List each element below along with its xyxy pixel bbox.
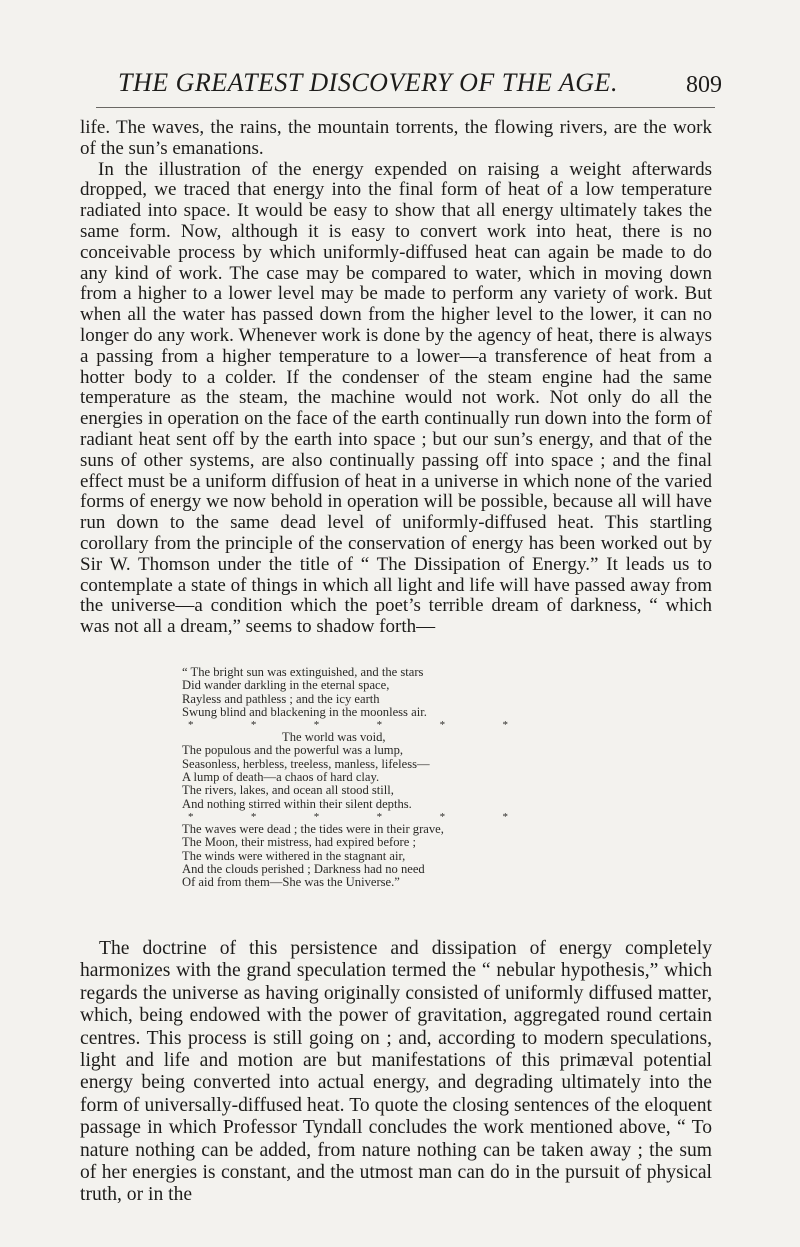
page-number: 809 [686,72,722,98]
asterisk: * [188,719,194,732]
body-text [80,118,712,638]
asterisk: * [313,810,320,823]
asterisk: * [188,810,194,823]
asterisk: * [502,719,508,732]
asterisk: * [439,810,446,823]
poem-line: And nothing stirred within their silent depths. [182,796,412,811]
poem-line: The rivers, lakes, and ocean all stood still, [182,783,394,798]
asterisk: * [502,810,508,823]
poem-line: The Moon, their mistress, had expired before ; [182,835,416,850]
page-header [118,68,722,102]
asterisk: * [376,810,383,823]
closing-text [80,938,712,1207]
paragraph-dissipation: In the illustration of the energy expended on raising a weight afterwards dropped, we traced that energy into the final form of heat of a low temperature radiated into space. It would be easy to show that all energy ultimately takes the same form. Now, although it is easy to convert work into heat, there is no conceivable process by which uniformly-diffused heat can again be made to do any kind of work. The case may be compared to water, which in moving down from a higher to a lower level may be made to perform any variety of work. But when all the water has passed down from the higher level to the lower, it can no longer do any work. Whenever work is done by the agency of heat, there is always a passing from a higher temperature to a lower—a transference of heat from a hotter body to a colder. If the condenser of the steam engine had the same temperature as the steam, the machine would not work. Not only do all the energies in operation on the face of the earth continually run down into the form of radiant heat sent off by the earth into space ; but our sun’s energy, and that of the suns of other systems, are also continually passing off into space ; and the final effect must be a uniform diffusion of heat in a universe in which none of the varied forms of energy we now behold in operation will be possible, because all will have run down to the same dead level of uniformly-diffused heat. This startling corollary from the principle of the conservation of energy has been worked out by Sir W. Thomson under the title of “ The Dissipation of Energy.” It leads us to contemplate a state of things in which all light and life will have passed away from the universe—a condition which the poet’s terrible dream of darkness, “ which was not all a dream,” seems to shadow forth— [80,158,712,638]
poem-line: The winds were withered in the stagnant air, [182,848,406,863]
poem-line: The waves were dead ; the tides were in their grave, [182,821,444,836]
poem-line: Of aid from them—She was the Universe.” [182,875,400,890]
poem-line: Did wander darkling in the eternal space, [182,678,390,693]
asterisk: * [313,719,320,732]
asterisk: * [250,810,257,823]
poem-line: And the clouds perished ; Darkness had no need [182,861,425,876]
poem-line: A lump of death—a chaos of hard clay. [182,770,380,785]
running-head: THE GREATEST DISCOVERY OF THE AGE. [118,68,618,97]
poem-line: Swung blind and blackening in the moonless air. [182,704,427,719]
poem-line: “ The bright sun was extinguished, and the stars [182,665,424,679]
poem-line: The world was void, [282,730,386,745]
poem-line: The populous and the powerful was a lump, [182,743,404,758]
asterisk: * [439,719,446,732]
poem-line: Rayless and pathless ; and the icy earth [182,691,380,706]
paragraph-nebular-hypothesis: The doctrine of this persistence and dissipation of energy completely harmonizes with the grand speculation termed the “ nebular hypothesis,” which regards the universe as having originally consisted of uniformly diffused matter, which, being endowed with the power of gravitation, aggregated round certain centres. This process is still going on ; and, according to modern speculations, light and life and motion are but manifestations of this primæval potential energy being converted into actual energy, and degrading ultimately into the form of universally-diffused heat. To quote the closing sentences of the eloquent passage in which Professor Tyndall concludes the work mentioned above, “ To nature nothing can be added, from nature nothing can be taken away ; the sum of her energies is constant, and the utmost man can do in the pursuit of physical truth, or in the [80,938,712,1206]
poem-quotation [182,666,582,889]
asterisk: * [376,719,383,732]
paragraph-continuation: life. The waves, the rains, the mountain torrents, the flowing rivers, are the work of the sun’s emanations. [80,117,712,159]
header-rule [96,107,715,108]
poem-line: Seasonless, herbless, treeless, manless, lifeless— [182,756,430,771]
asterisk: * [250,719,257,732]
